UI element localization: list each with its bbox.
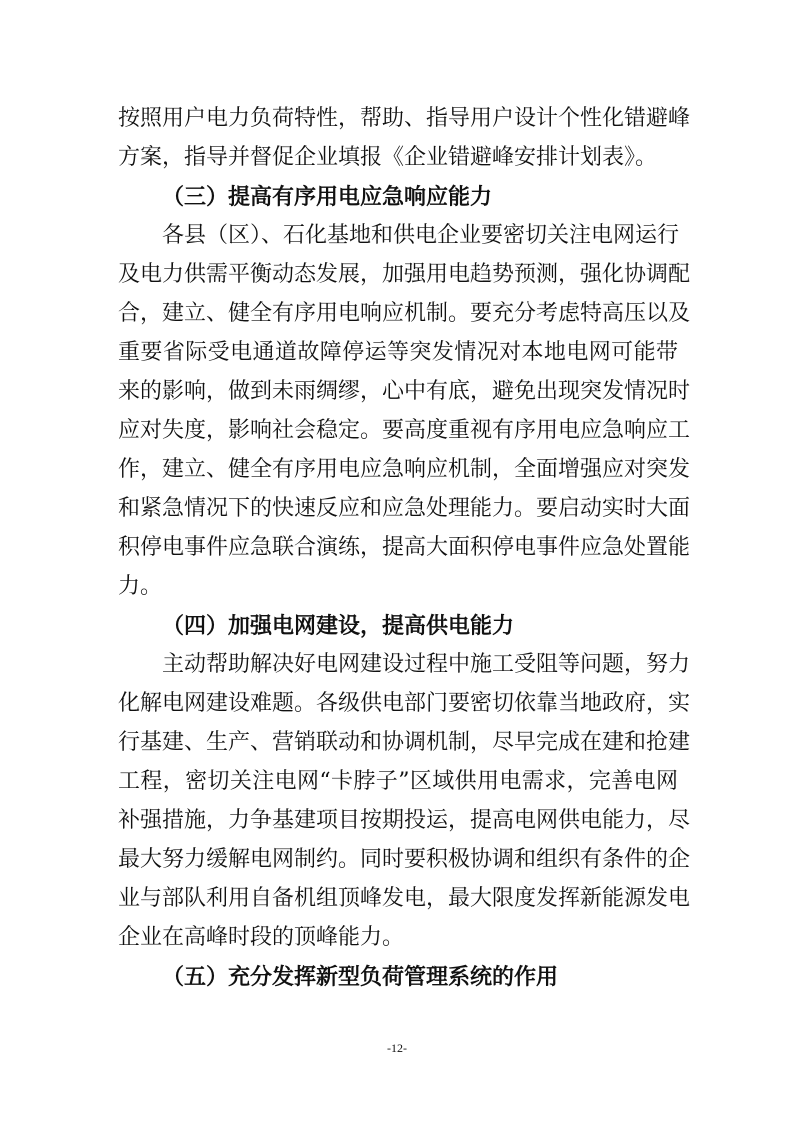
paragraph-line: 行基建、生产、营销联动和协调机制，尽早完成在建和抢建 [118, 730, 691, 755]
section-heading-5: （五）充分发挥新型负荷管理系统的作用 [162, 964, 559, 990]
page-number: -12- [387, 1041, 407, 1055]
section-heading-3: （三）提高有序用电应急响应能力 [162, 184, 493, 210]
paragraph-line: 作，建立、健全有序用电应急响应机制，全面增强应对突发 [118, 457, 691, 482]
paragraph-line: 和紧急情况下的快速反应和应急处理能力。要启动实时大面 [118, 496, 691, 521]
paragraph-line: 最大努力缓解电网制约。同时要积极协调和组织有条件的企 [118, 847, 691, 872]
paragraph-line: 工程，密切关注电网“卡脖子”区域供用电需求，完善电网 [118, 769, 678, 794]
paragraph-line: 补强措施，力争基建项目按期投运，提高电网供电能力，尽 [118, 808, 691, 833]
paragraph-line: 方案，指导并督促企业填报《企业错避峰安排计划表》。 [118, 145, 658, 170]
paragraph-line: 主动帮助解决好电网建设过程中施工受阻等问题，努力 [162, 652, 691, 677]
paragraph-line: 积停电事件应急联合演练，提高大面积停电事件应急处置能 [118, 535, 691, 560]
paragraph-line: 来的影响，做到未雨绸缪，心中有底，避免出现突发情况时 [118, 379, 691, 404]
paragraph-line: 按照用户电力负荷特性，帮助、指导用户设计个性化错避峰 [118, 106, 691, 131]
paragraph-line: 合，建立、健全有序用电响应机制。要充分考虑特高压以及 [118, 301, 691, 326]
paragraph-line: 企业在高峰时段的顶峰能力。 [118, 925, 405, 950]
paragraph-line: 力。 [118, 574, 163, 599]
paragraph-line: 化解电网建设难题。各级供电部门要密切依靠当地政府，实 [118, 691, 691, 716]
paragraph-line: 及电力供需平衡动态发展，加强用电趋势预测，强化协调配 [118, 262, 691, 287]
paragraph-line: 业与部队利用自备机组顶峰发电，最大限度发挥新能源发电 [118, 886, 691, 911]
paragraph-line: 各县（区）、石化基地和供电企业要密切关注电网运行 [162, 223, 680, 248]
section-heading-4: （四）加强电网建设，提高供电能力 [162, 613, 515, 639]
paragraph-line: 应对失度，影响社会稳定。要高度重视有序用电应急响应工 [118, 418, 691, 443]
paragraph-line: 重要省际受电通道故障停运等突发情况对本地电网可能带 [118, 340, 678, 365]
